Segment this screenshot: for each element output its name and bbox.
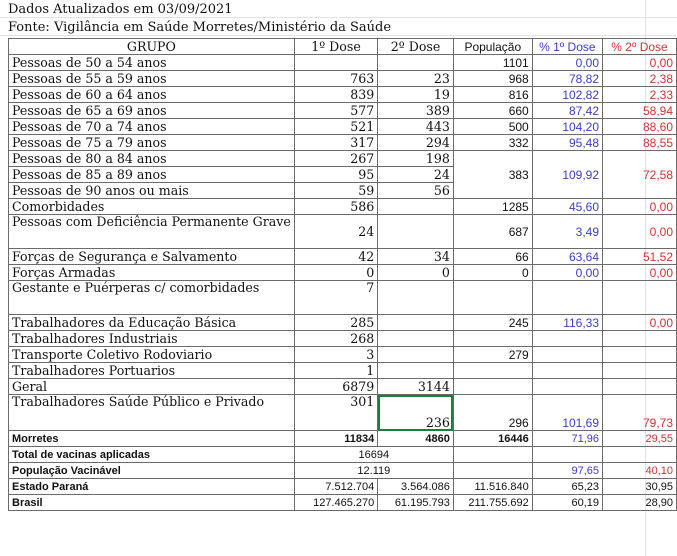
dose2-cell[interactable]: [378, 55, 454, 71]
dose2-cell[interactable]: 4860: [378, 431, 454, 447]
pct-dose2-cell[interactable]: 29,55: [603, 431, 677, 447]
dose1-cell[interactable]: [294, 55, 377, 71]
table-row: [9, 281, 677, 315]
group-cell[interactable]: População Vacinável: [9, 463, 295, 479]
dose2-cell[interactable]: 443: [378, 119, 454, 135]
dose1-cell[interactable]: 285: [294, 315, 377, 331]
pct-dose2-cell[interactable]: 0,00: [603, 315, 677, 331]
pct-dose2-cell[interactable]: 58,94: [603, 103, 677, 119]
table-row: [9, 119, 677, 135]
dose2-cell[interactable]: [378, 331, 454, 347]
col-header-dose2[interactable]: 2º Dose: [378, 39, 454, 55]
dose2-cell[interactable]: 3.564.086: [378, 479, 454, 495]
dose1-cell[interactable]: 42: [294, 249, 377, 265]
vaccinable-population-cell[interactable]: 12.119: [294, 463, 453, 479]
dose2-cell[interactable]: 34: [378, 249, 454, 265]
dose1-cell[interactable]: 301: [294, 395, 377, 431]
group-cell[interactable]: Pessoas de 80 a 84 anos: [9, 151, 295, 167]
pct-dose2-cell[interactable]: 0,00: [603, 265, 677, 281]
group-cell[interactable]: Geral: [9, 379, 295, 395]
total-vaccines-cell[interactable]: 16694: [294, 447, 453, 463]
table-row: [9, 199, 677, 215]
pct-dose2-cell[interactable]: 0,00: [603, 199, 677, 215]
table-row: [9, 87, 677, 103]
dose1-cell[interactable]: 317: [294, 135, 377, 151]
group-cell[interactable]: Pessoas de 90 anos ou mais: [9, 183, 295, 199]
empty-cell[interactable]: [453, 447, 532, 463]
dose1-cell[interactable]: 0: [294, 265, 377, 281]
pct-dose1-cell[interactable]: 0,00: [532, 265, 602, 281]
pct-dose2-cell[interactable]: [603, 331, 677, 347]
population-cell[interactable]: 1101: [453, 55, 532, 71]
table-row: [9, 55, 677, 71]
selected-cell[interactable]: 236: [378, 395, 454, 431]
pct-dose2-cell[interactable]: 2,33: [603, 87, 677, 103]
table-row: [9, 215, 677, 249]
dose2-cell[interactable]: [378, 281, 454, 315]
group-cell[interactable]: Forças Armadas: [9, 265, 295, 281]
dose2-cell[interactable]: 61.195.793: [378, 495, 454, 511]
col-header-group[interactable]: GRUPO: [9, 39, 295, 55]
pct-dose1-cell[interactable]: 63,64: [532, 249, 602, 265]
pct-dose1-cell[interactable]: 101,69: [532, 395, 602, 431]
population-cell[interactable]: 687: [453, 215, 532, 249]
table-row: [9, 103, 677, 119]
dose1-cell[interactable]: 24: [294, 215, 377, 249]
dose1-cell[interactable]: 586: [294, 199, 377, 215]
pct-dose1-cell[interactable]: 60,19: [532, 495, 602, 511]
group-cell[interactable]: Pessoas de 65 a 69 anos: [9, 103, 295, 119]
population-cell[interactable]: [453, 281, 532, 315]
pct-dose2-cell[interactable]: 72,58: [603, 151, 677, 199]
group-cell[interactable]: Trabalhadores Industriais: [9, 331, 295, 347]
table-row: [9, 479, 677, 495]
population-cell[interactable]: [453, 363, 532, 379]
dose2-cell[interactable]: 389: [378, 103, 454, 119]
pct-dose1-cell[interactable]: 78,82: [532, 71, 602, 87]
group-cell[interactable]: Pessoas de 85 a 89 anos: [9, 167, 295, 183]
table-row: [9, 331, 677, 347]
pct-dose2-cell[interactable]: [603, 379, 677, 395]
group-cell[interactable]: Comorbidades: [9, 199, 295, 215]
pct-dose1-cell[interactable]: 102,82: [532, 87, 602, 103]
dose1-cell[interactable]: 7: [294, 281, 377, 315]
group-cell[interactable]: Pessoas de 75 a 79 anos: [9, 135, 295, 151]
col-header-population[interactable]: População: [453, 39, 532, 55]
pct-dose2-cell[interactable]: 40,10: [603, 463, 677, 479]
pct-dose1-cell[interactable]: 65,23: [532, 479, 602, 495]
population-cell[interactable]: 816: [453, 87, 532, 103]
dose2-cell[interactable]: 294: [378, 135, 454, 151]
pct-dose2-cell[interactable]: [603, 363, 677, 379]
col-header-pct-dose2[interactable]: % 2º Dose: [603, 39, 677, 55]
population-cell[interactable]: 1285: [453, 199, 532, 215]
table-row: [9, 431, 677, 447]
col-header-dose1[interactable]: 1º Dose: [294, 39, 377, 55]
pct-dose1-cell[interactable]: 109,92: [532, 151, 602, 199]
pct-dose1-cell[interactable]: 71,96: [532, 431, 602, 447]
table-row: [9, 495, 677, 511]
population-cell[interactable]: 296: [453, 395, 532, 431]
dose2-cell[interactable]: 0: [378, 265, 454, 281]
pct-dose1-cell[interactable]: [532, 331, 602, 347]
pct-dose1-cell[interactable]: [532, 379, 602, 395]
pct-dose2-cell[interactable]: 88,55: [603, 135, 677, 151]
table-header-row: [9, 39, 677, 55]
table-row: [9, 363, 677, 379]
dose2-cell[interactable]: [378, 363, 454, 379]
population-cell[interactable]: 660: [453, 103, 532, 119]
table-row: [9, 71, 677, 87]
pct-dose1-cell[interactable]: 97,65: [532, 463, 602, 479]
group-cell[interactable]: Pessoas de 60 a 64 anos: [9, 87, 295, 103]
population-cell[interactable]: 0: [453, 265, 532, 281]
group-cell[interactable]: Forças de Segurança e Salvamento: [9, 249, 295, 265]
table-row: [9, 265, 677, 281]
population-cell[interactable]: [453, 379, 532, 395]
dose1-cell[interactable]: 95: [294, 167, 377, 183]
dose1-cell[interactable]: 1: [294, 363, 377, 379]
group-cell[interactable]: Pessoas de 55 a 59 anos: [9, 71, 295, 87]
dose2-cell[interactable]: 56: [378, 183, 454, 199]
vaccination-table: [8, 38, 677, 511]
pct-dose1-cell[interactable]: 0,00: [532, 55, 602, 71]
population-cell[interactable]: 11.516.840: [453, 479, 532, 495]
table-row: [9, 463, 677, 479]
pct-dose2-cell[interactable]: 2,38: [603, 71, 677, 87]
dose1-cell[interactable]: 268: [294, 331, 377, 347]
population-cell[interactable]: 332: [453, 135, 532, 151]
population-cell[interactable]: 500: [453, 119, 532, 135]
dose2-cell[interactable]: 19: [378, 87, 454, 103]
pct-dose2-cell[interactable]: 51,52: [603, 249, 677, 265]
pct-dose2-cell[interactable]: 0,00: [603, 55, 677, 71]
group-cell[interactable]: Total de vacinas aplicadas: [9, 447, 295, 463]
dose2-cell[interactable]: 24: [378, 167, 454, 183]
pct-dose2-cell[interactable]: 30,95: [603, 479, 677, 495]
pct-dose2-cell[interactable]: 0,00: [603, 215, 677, 249]
empty-cell[interactable]: [603, 447, 677, 463]
group-cell[interactable]: Trabalhadores Saúde Público e Privado: [9, 395, 295, 431]
group-cell[interactable]: Estado Paraná: [9, 479, 295, 495]
pct-dose2-cell[interactable]: [603, 347, 677, 363]
empty-cell[interactable]: [532, 447, 602, 463]
population-cell[interactable]: [453, 331, 532, 347]
dose1-cell[interactable]: 521: [294, 119, 377, 135]
source-title: Fonte: Vigilância em Saúde Morretes/Ministério da Saúde: [8, 20, 392, 35]
dose1-cell[interactable]: 127.465.270: [294, 495, 377, 511]
pct-dose1-cell[interactable]: [532, 281, 602, 315]
pct-dose1-cell[interactable]: 116,33: [532, 315, 602, 331]
group-cell[interactable]: Pessoas com Deficiência Permanente Grave: [9, 215, 295, 249]
dose1-cell[interactable]: 3: [294, 347, 377, 363]
population-cell[interactable]: [453, 463, 532, 479]
dose1-cell[interactable]: 839: [294, 87, 377, 103]
dose2-cell[interactable]: [378, 315, 454, 331]
population-cell[interactable]: 245: [453, 315, 532, 331]
dose2-cell[interactable]: 198: [378, 151, 454, 167]
dose1-cell[interactable]: 577: [294, 103, 377, 119]
pct-dose2-cell[interactable]: 88,60: [603, 119, 677, 135]
group-cell[interactable]: Pessoas de 50 a 54 anos: [9, 55, 295, 71]
table-row: [9, 249, 677, 265]
dose1-cell[interactable]: 11834: [294, 431, 377, 447]
pct-dose1-cell[interactable]: [532, 363, 602, 379]
table-row: [9, 347, 677, 363]
pct-dose2-cell[interactable]: 28,90: [603, 495, 677, 511]
pct-dose1-cell[interactable]: 87,42: [532, 103, 602, 119]
pct-dose1-cell[interactable]: 45,60: [532, 199, 602, 215]
dose2-cell[interactable]: [378, 347, 454, 363]
group-cell[interactable]: Transporte Coletivo Rodoviario: [9, 347, 295, 363]
group-cell[interactable]: Morretes: [9, 431, 295, 447]
group-cell[interactable]: Gestante e Puérperas c/ comorbidades: [9, 281, 295, 315]
pct-dose1-cell[interactable]: [532, 347, 602, 363]
group-cell[interactable]: Pessoas de 70 a 74 anos: [9, 119, 295, 135]
dose1-cell[interactable]: 59: [294, 183, 377, 199]
table-row: [9, 447, 677, 463]
pct-dose1-cell[interactable]: 95,48: [532, 135, 602, 151]
dose1-cell[interactable]: 7.512.704: [294, 479, 377, 495]
dose1-cell[interactable]: 267: [294, 151, 377, 167]
dose2-cell[interactable]: [378, 215, 454, 249]
population-cell[interactable]: 279: [453, 347, 532, 363]
col-header-pct-dose1[interactable]: % 1º Dose: [532, 39, 602, 55]
pct-dose1-cell[interactable]: 3,49: [532, 215, 602, 249]
group-cell[interactable]: Brasil: [9, 495, 295, 511]
dose1-cell[interactable]: 6879: [294, 379, 377, 395]
population-cell[interactable]: 66: [453, 249, 532, 265]
population-cell[interactable]: 968: [453, 71, 532, 87]
dose1-cell[interactable]: 763: [294, 71, 377, 87]
pct-dose2-cell[interactable]: 79,73: [603, 395, 677, 431]
table-row: [9, 379, 677, 395]
group-cell[interactable]: Trabalhadores da Educação Básica: [9, 315, 295, 331]
pct-dose2-cell[interactable]: [603, 281, 677, 315]
population-cell[interactable]: 383: [453, 151, 532, 199]
dose2-cell[interactable]: [378, 199, 454, 215]
pct-dose1-cell[interactable]: 104,20: [532, 119, 602, 135]
update-date-title: Dados Atualizados em 03/09/2021: [8, 2, 233, 17]
population-cell[interactable]: 211.755.692: [453, 495, 532, 511]
population-cell[interactable]: 16446: [453, 431, 532, 447]
table-row: [9, 395, 677, 431]
dose2-cell[interactable]: 3144: [378, 379, 454, 395]
table-row: [9, 135, 677, 151]
table-row: [9, 315, 677, 331]
dose2-cell[interactable]: 23: [378, 71, 454, 87]
table-row: [9, 151, 677, 167]
group-cell[interactable]: Trabalhadores Portuarios: [9, 363, 295, 379]
